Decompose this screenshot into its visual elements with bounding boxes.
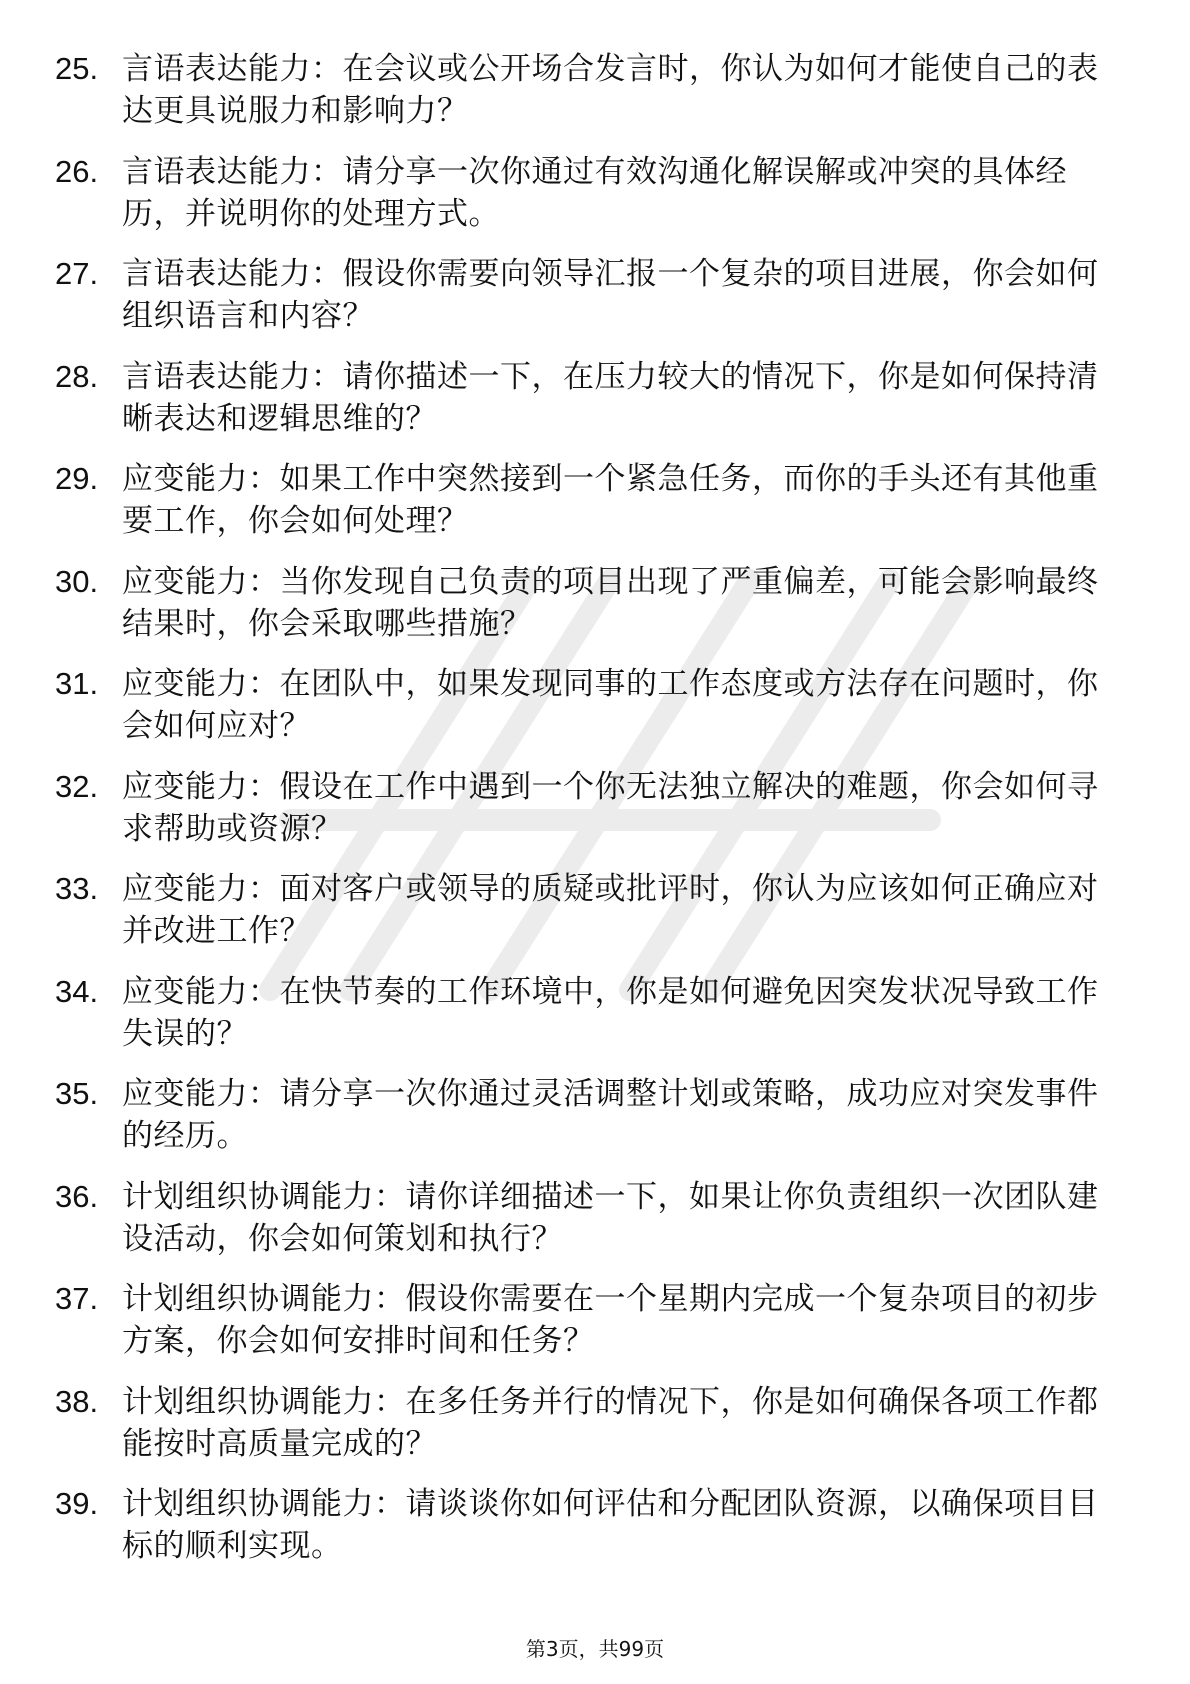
question-text: 计划组织协调能力：在多任务并行的情况下，你是如何确保各项工作都能按时高质量完成的？ [122, 1383, 1099, 1462]
question-text: 应变能力：在团队中，如果发现同事的工作态度或方法存在问题时，你会如何应对？ [122, 666, 1099, 744]
page-number-footer: 第3页，共99页 [525, 1637, 665, 1661]
question-number: 30. [55, 563, 99, 599]
question-item-32 [55, 766, 1115, 869]
question-item-30 [55, 561, 1115, 664]
question-item-36 [55, 1176, 1115, 1279]
question-text: 应变能力：面对客户或领导的质疑或批评时，你认为应该如何正确应对并改进工作？ [122, 871, 1099, 949]
question-text: 言语表达能力：在会议或公开场合发言时，你认为如何才能使自己的表达更具说服力和影响力？ [122, 51, 1099, 129]
question-list [55, 48, 1115, 1586]
question-text: 应变能力：在快节奏的工作环境中，你是如何避免因突发状况导致工作失误的？ [122, 973, 1099, 1052]
question-item-39 [55, 1483, 1115, 1586]
question-number: 37. [55, 1281, 99, 1316]
question-text: 应变能力：如果工作中突然接到一个紧急任务，而你的手头还有其他重要工作，你会如何处理？ [122, 461, 1099, 539]
question-text: 计划组织协调能力：请谈谈你如何评估和分配团队资源，以确保项目目标的顺利实现。 [122, 1486, 1099, 1564]
question-item-33 [55, 868, 1115, 971]
question-number: 27. [55, 256, 99, 291]
question-number: 35. [55, 1076, 99, 1111]
question-text: 应变能力：请分享一次你通过灵活调整计划或策略，成功应对突发事件的经历。 [122, 1076, 1099, 1154]
question-text: 计划组织协调能力：请你详细描述一下，如果让你负责组织一次团队建设活动，你会如何策划和执行？ [122, 1178, 1099, 1257]
question-number: 26. [55, 153, 99, 189]
question-text: 应变能力：假设在工作中遇到一个你无法独立解决的难题，你会如何寻求帮助或资源？ [122, 768, 1099, 847]
question-text: 言语表达能力：请分享一次你通过有效沟通化解误解或冲突的具体经历，并说明你的处理方式。 [122, 153, 1067, 232]
question-number: 28. [55, 358, 99, 394]
question-item-31 [55, 663, 1115, 766]
question-text: 应变能力：当你发现自己负责的项目出现了严重偏差，可能会影响最终结果时，你会采取哪些措施？ [122, 563, 1099, 642]
question-item-26 [55, 151, 1115, 254]
question-item-34 [55, 971, 1115, 1074]
question-number: 36. [55, 1178, 99, 1214]
question-number: 32. [55, 768, 99, 804]
question-number: 31. [55, 666, 99, 701]
question-item-29 [55, 458, 1115, 561]
question-item-28 [55, 356, 1115, 459]
question-number: 25. [55, 51, 99, 86]
question-number: 38. [55, 1383, 99, 1419]
question-item-35 [55, 1073, 1115, 1176]
question-number: 39. [55, 1486, 99, 1521]
question-number: 34. [55, 973, 99, 1009]
question-item-27 [55, 253, 1115, 356]
question-text: 计划组织协调能力：假设你需要在一个星期内完成一个复杂项目的初步方案，你会如何安排时间和任务？ [122, 1281, 1099, 1359]
question-number: 29. [55, 461, 99, 496]
question-text: 言语表达能力：假设你需要向领导汇报一个复杂的项目进展，你会如何组织语言和内容？ [122, 256, 1099, 334]
question-item-25 [55, 48, 1115, 151]
question-item-37 [55, 1278, 1115, 1381]
question-number: 33. [55, 871, 99, 906]
question-item-38 [55, 1381, 1115, 1484]
question-text: 言语表达能力：请你描述一下，在压力较大的情况下，你是如何保持清晰表达和逻辑思维的？ [122, 358, 1099, 437]
